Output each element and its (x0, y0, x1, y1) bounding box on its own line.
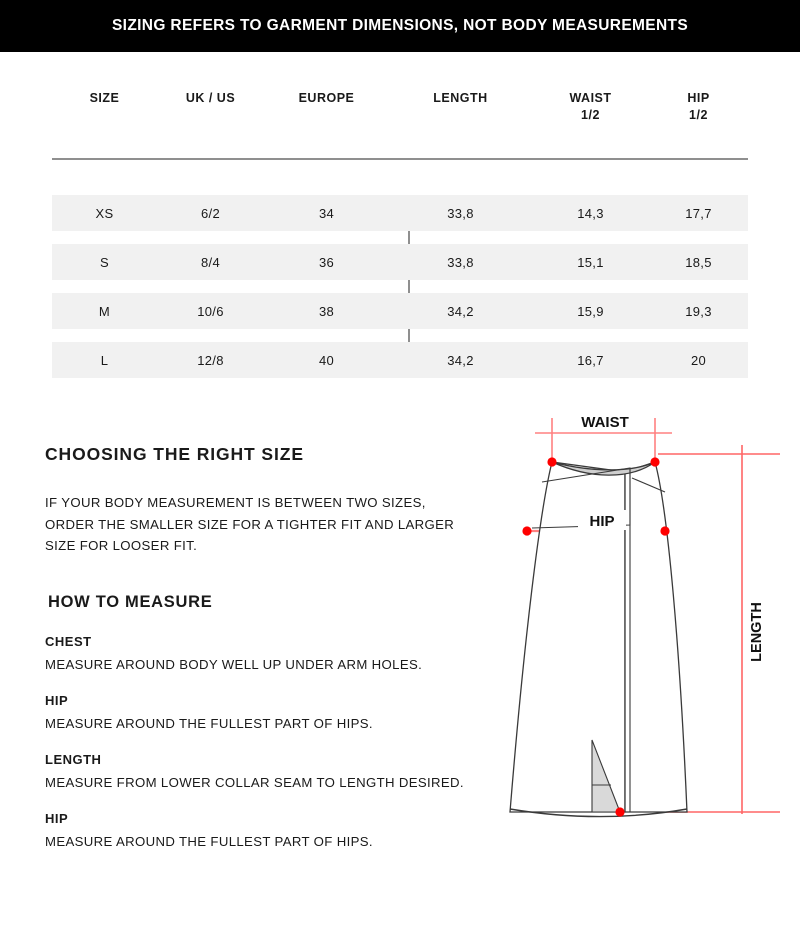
column-header-length (389, 88, 532, 134)
column-header-size-line1: SIZE (89, 91, 120, 105)
table-row (52, 195, 748, 231)
measure-item-chest (45, 634, 465, 675)
waist-point-right (650, 457, 659, 466)
hip-label: HIP (589, 513, 615, 530)
cell-length: 34,2 (447, 352, 474, 368)
cell-uk-us: 10/6 (197, 303, 224, 319)
measure-item-hip-2 (45, 811, 465, 852)
cell-size: M (98, 303, 111, 319)
cell-uk-us: 8/4 (201, 254, 220, 270)
cell-size: L (100, 352, 109, 368)
measure-text: MEASURE AROUND BODY WELL UP UNDER ARM HOLES. (45, 656, 423, 672)
cell-hip: 20 (690, 352, 707, 368)
column-header-hip-line1: HIP (687, 91, 710, 105)
cell-length: 34,2 (447, 303, 474, 319)
column-header-waist (532, 88, 649, 134)
length-label: LENGTH (749, 602, 765, 662)
hip-point-right (660, 526, 669, 535)
choosing-size-heading: CHOOSING THE RIGHT SIZE (45, 444, 304, 464)
header-banner (0, 0, 800, 52)
cell-waist: 15,1 (577, 254, 604, 270)
cell-europe: 34 (318, 205, 335, 221)
waist-label: WAIST (581, 414, 629, 431)
column-header-waist-line1: WAIST (569, 91, 612, 105)
cell-waist: 16,7 (577, 352, 604, 368)
column-header-size (52, 88, 157, 134)
column-header-length-line1: LENGTH (433, 91, 488, 105)
table-header-divider (52, 158, 748, 160)
cell-hip: 17,7 (685, 205, 712, 221)
skirt-right-panel (625, 462, 687, 812)
banner-title: SIZING REFERS TO GARMENT DIMENSIONS, NOT BODY MEASUREMENTS (111, 17, 689, 34)
table-row (52, 342, 748, 378)
cell-hip: 19,3 (685, 303, 712, 319)
guidance-section (45, 444, 465, 870)
cell-uk-us: 6/2 (201, 205, 220, 221)
garment-diagram (480, 400, 800, 840)
measure-label: LENGTH (45, 751, 102, 767)
hip-point-left (522, 526, 531, 535)
measure-item-hip (45, 693, 465, 734)
cell-europe: 36 (318, 254, 335, 270)
cell-size: XS (95, 205, 114, 221)
cell-waist: 14,3 (577, 205, 604, 221)
column-header-uk-us (157, 88, 264, 134)
measure-label: HIP (45, 810, 69, 826)
table-header-row (52, 88, 748, 134)
cell-waist: 15,9 (577, 303, 604, 319)
measure-text: MEASURE AROUND THE FULLEST PART OF HIPS. (45, 715, 373, 731)
cell-europe: 38 (318, 303, 335, 319)
table-row (52, 293, 748, 329)
table-body (52, 195, 748, 391)
cell-size: S (100, 254, 109, 270)
column-header-europe (264, 88, 389, 134)
size-table (52, 88, 748, 368)
column-header-hip (649, 88, 748, 134)
how-to-measure-heading: HOW TO MEASURE (48, 592, 213, 611)
cell-europe: 40 (318, 352, 335, 368)
column-header-europe-line1: EUROPE (298, 91, 355, 105)
cell-uk-us: 12/8 (197, 352, 224, 368)
length-point-bottom (615, 807, 624, 816)
column-header-uk-us-line1: UK / US (185, 91, 236, 105)
measure-label: HIP (45, 692, 69, 708)
column-header-hip-line2: 1/2 (689, 108, 708, 122)
choosing-size-body: IF YOUR BODY MEASUREMENT IS BETWEEN TWO SIZES, ORDER THE SMALLER SIZE FOR A TIGHTER FIT AND LARGER SIZE FOR LOOSER FIT. (45, 495, 455, 553)
measure-label: CHEST (45, 633, 92, 649)
waist-point-left (547, 457, 556, 466)
measure-item-length (45, 752, 465, 793)
cell-length: 33,8 (447, 205, 474, 221)
column-header-waist-line2: 1/2 (581, 108, 600, 122)
cell-hip: 18,5 (685, 254, 712, 270)
cell-length: 33,8 (447, 254, 474, 270)
table-row (52, 244, 748, 280)
measure-text: MEASURE AROUND THE FULLEST PART OF HIPS. (45, 833, 373, 849)
measure-text: MEASURE FROM LOWER COLLAR SEAM TO LENGTH DESIRED. (45, 774, 464, 790)
